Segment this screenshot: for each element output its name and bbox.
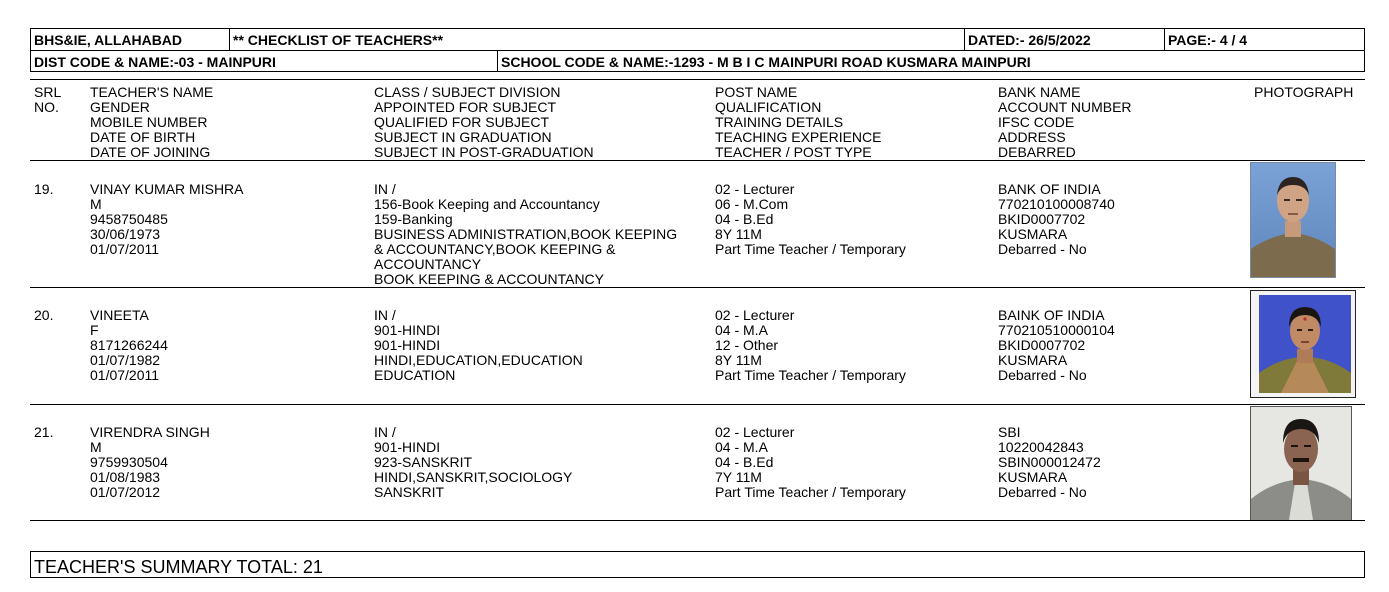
column-header-photo [1254,85,1353,100]
post-graduation-subject: BOOK KEEPING & ACCOUNTANCY [374,271,605,287]
column-header-text: DATE OF JOINING [90,144,211,160]
portrait-image [1251,407,1351,520]
teacher-dob: 01/07/1982 [90,352,161,368]
row-bank-details [998,425,1101,500]
teacher-photo [1250,406,1352,521]
teacher-gender: M [90,196,102,212]
page-number: PAGE:- 4 / 4 [1168,32,1248,48]
row-post-details [715,182,906,257]
debarred-status: Debarred - No [998,241,1087,257]
report-title: ** CHECKLIST OF TEACHERS** [233,32,444,48]
debarred-status: Debarred - No [998,484,1087,500]
class-division: IN / [374,181,396,197]
header-sep-3 [1164,28,1165,50]
row-teacher-details [90,308,168,383]
column-header-class [374,85,594,160]
row-post-details [715,308,906,383]
training-details: 04 - B.Ed [715,211,774,227]
column-header-text: DEBARRED [998,144,1076,160]
portrait-image [1251,291,1355,397]
teacher-photo [1250,162,1336,278]
row-teacher-details [90,182,244,257]
row-bank-details [998,182,1115,257]
graduation-subject: BUSINESS ADMINISTRATION,BOOK KEEPING [374,226,678,242]
teaching-experience: 8Y 11M [715,352,762,368]
teacher-doj: 01/07/2012 [90,484,161,500]
header-divider [30,50,1365,51]
column-header-text: DATE OF BIRTH [90,129,196,145]
teacher-mobile: 9458750485 [90,211,168,227]
column-header-text: TEACHER'S NAME [90,84,214,100]
row-post-details [715,425,906,500]
row-class-details [374,182,677,287]
column-header-top-rule [30,79,1365,80]
teacher-doj: 01/07/2011 [90,241,160,257]
bank-name: BAINK OF INDIA [998,307,1105,323]
column-header-bottom-rule [30,160,1365,161]
column-header-text: APPOINTED FOR SUBJECT [374,99,557,115]
teaching-experience: 8Y 11M [715,226,762,242]
post-name: 02 - Lecturer [715,307,795,323]
teacher-mobile: 9759930504 [90,454,168,470]
qualification: 04 - M.A [715,322,768,338]
column-header-text: TEACHER / POST TYPE [715,144,872,160]
post-name: 02 - Lecturer [715,424,795,440]
column-header-text: SUBJECT IN POST-GRADUATION [374,144,594,160]
teaching-experience: 7Y 11M [715,469,762,485]
column-header-text: ACCOUNT NUMBER [998,99,1132,115]
account-number: 10220042843 [998,439,1084,455]
header-sep-4 [497,50,498,72]
qualification: 04 - M.A [715,439,768,455]
address: KUSMARA [998,469,1068,485]
row-class-details [374,308,583,383]
row-srl: 20. [34,307,54,323]
qualified-subject: 923-SANSKRIT [374,454,473,470]
column-header-bank [998,85,1132,160]
column-header-post [715,85,881,160]
column-header-text: ADDRESS [998,129,1066,145]
row-divider [30,287,1365,288]
row-divider [30,404,1365,405]
column-header-text: GENDER [90,99,150,115]
column-header-text: CLASS / SUBJECT DIVISION [374,84,561,100]
column-header-text: QUALIFIED FOR SUBJECT [374,114,550,130]
row-teacher-details [90,425,210,500]
column-header-text: NO. [34,99,59,115]
column-header-text: TRAINING DETAILS [715,114,844,130]
post-type: Part Time Teacher / Temporary [715,241,906,257]
column-header-srl [34,85,61,115]
column-header-text: PHOTOGRAPH [1254,84,1354,100]
account-number: 770210510000104 [998,322,1115,338]
column-header-text: SUBJECT IN GRADUATION [374,129,552,145]
ifsc-code: BKID0007702 [998,211,1086,227]
row-divider [30,520,1365,521]
school-info: SCHOOL CODE & NAME:-1293 - M B I C MAINPURI ROAD KUSMARA MAINPURI [501,54,1031,70]
appointed-subject: 156-Book Keeping and Accountancy [374,196,600,212]
account-number: 770210100008740 [998,196,1115,212]
portrait-image [1251,163,1335,277]
teacher-name: VIRENDRA SINGH [90,424,210,440]
teacher-mobile: 8171266244 [90,337,168,353]
header-sep-2 [964,28,965,50]
teacher-dob: 30/06/1973 [90,226,161,242]
teacher-doj: 01/07/2011 [90,367,160,383]
district-info: DIST CODE & NAME:-03 - MAINPURI [34,54,276,70]
column-header-text: MOBILE NUMBER [90,114,208,130]
board-name: BHS&IE, ALLAHABAD [34,32,183,48]
teacher-photo [1250,290,1356,398]
post-type: Part Time Teacher / Temporary [715,367,906,383]
graduation-subject: HINDI,EDUCATION,EDUCATION [374,352,583,368]
row-srl: 19. [34,181,54,197]
training-details: 04 - B.Ed [715,454,774,470]
header-sep-1 [229,28,230,50]
teacher-name: VINAY KUMAR MISHRA [90,181,244,197]
appointed-subject: 901-HINDI [374,322,441,338]
column-header-text: TEACHING EXPERIENCE [715,129,882,145]
address: KUSMARA [998,226,1068,242]
teacher-summary-total: TEACHER'S SUMMARY TOTAL: 21 [34,557,323,577]
teacher-dob: 01/08/1983 [90,469,161,485]
column-header-text: BANK NAME [998,84,1081,100]
row-class-details [374,425,572,500]
report-date: DATED:- 26/5/2022 [968,32,1091,48]
column-header-text: POST NAME [715,84,798,100]
qualification: 06 - M.Com [715,196,789,212]
column-header-text: QUALIFICATION [715,99,822,115]
qualified-subject: 159-Banking [374,211,453,227]
row-srl: 21. [34,424,54,440]
qualified-subject: 901-HINDI [374,337,441,353]
bank-name: SBI [998,424,1021,440]
graduation-subject: HINDI,SANSKRIT,SOCIOLOGY [374,469,573,485]
address: KUSMARA [998,352,1068,368]
row-bank-details [998,308,1115,383]
post-graduation-subject: SANSKRIT [374,484,445,500]
class-division: IN / [374,307,396,323]
teacher-gender: M [90,439,102,455]
column-header-text: IFSC CODE [998,114,1075,130]
appointed-subject: 901-HINDI [374,439,441,455]
ifsc-code: SBIN000012472 [998,454,1101,470]
column-header-teacher [90,85,213,160]
bank-name: BANK OF INDIA [998,181,1101,197]
training-details: 12 - Other [715,337,779,353]
graduation-subject-cont: ACCOUNTANCY [374,256,482,272]
post-name: 02 - Lecturer [715,181,795,197]
debarred-status: Debarred - No [998,367,1087,383]
post-type: Part Time Teacher / Temporary [715,484,906,500]
graduation-subject-cont: & ACCOUNTANCY,BOOK KEEPING & [374,241,616,257]
ifsc-code: BKID0007702 [998,337,1086,353]
teacher-gender: F [90,322,99,338]
column-header-text: SRL [34,84,62,100]
teacher-name: VINEETA [90,307,149,323]
post-graduation-subject: EDUCATION [374,367,456,383]
class-division: IN / [374,424,396,440]
